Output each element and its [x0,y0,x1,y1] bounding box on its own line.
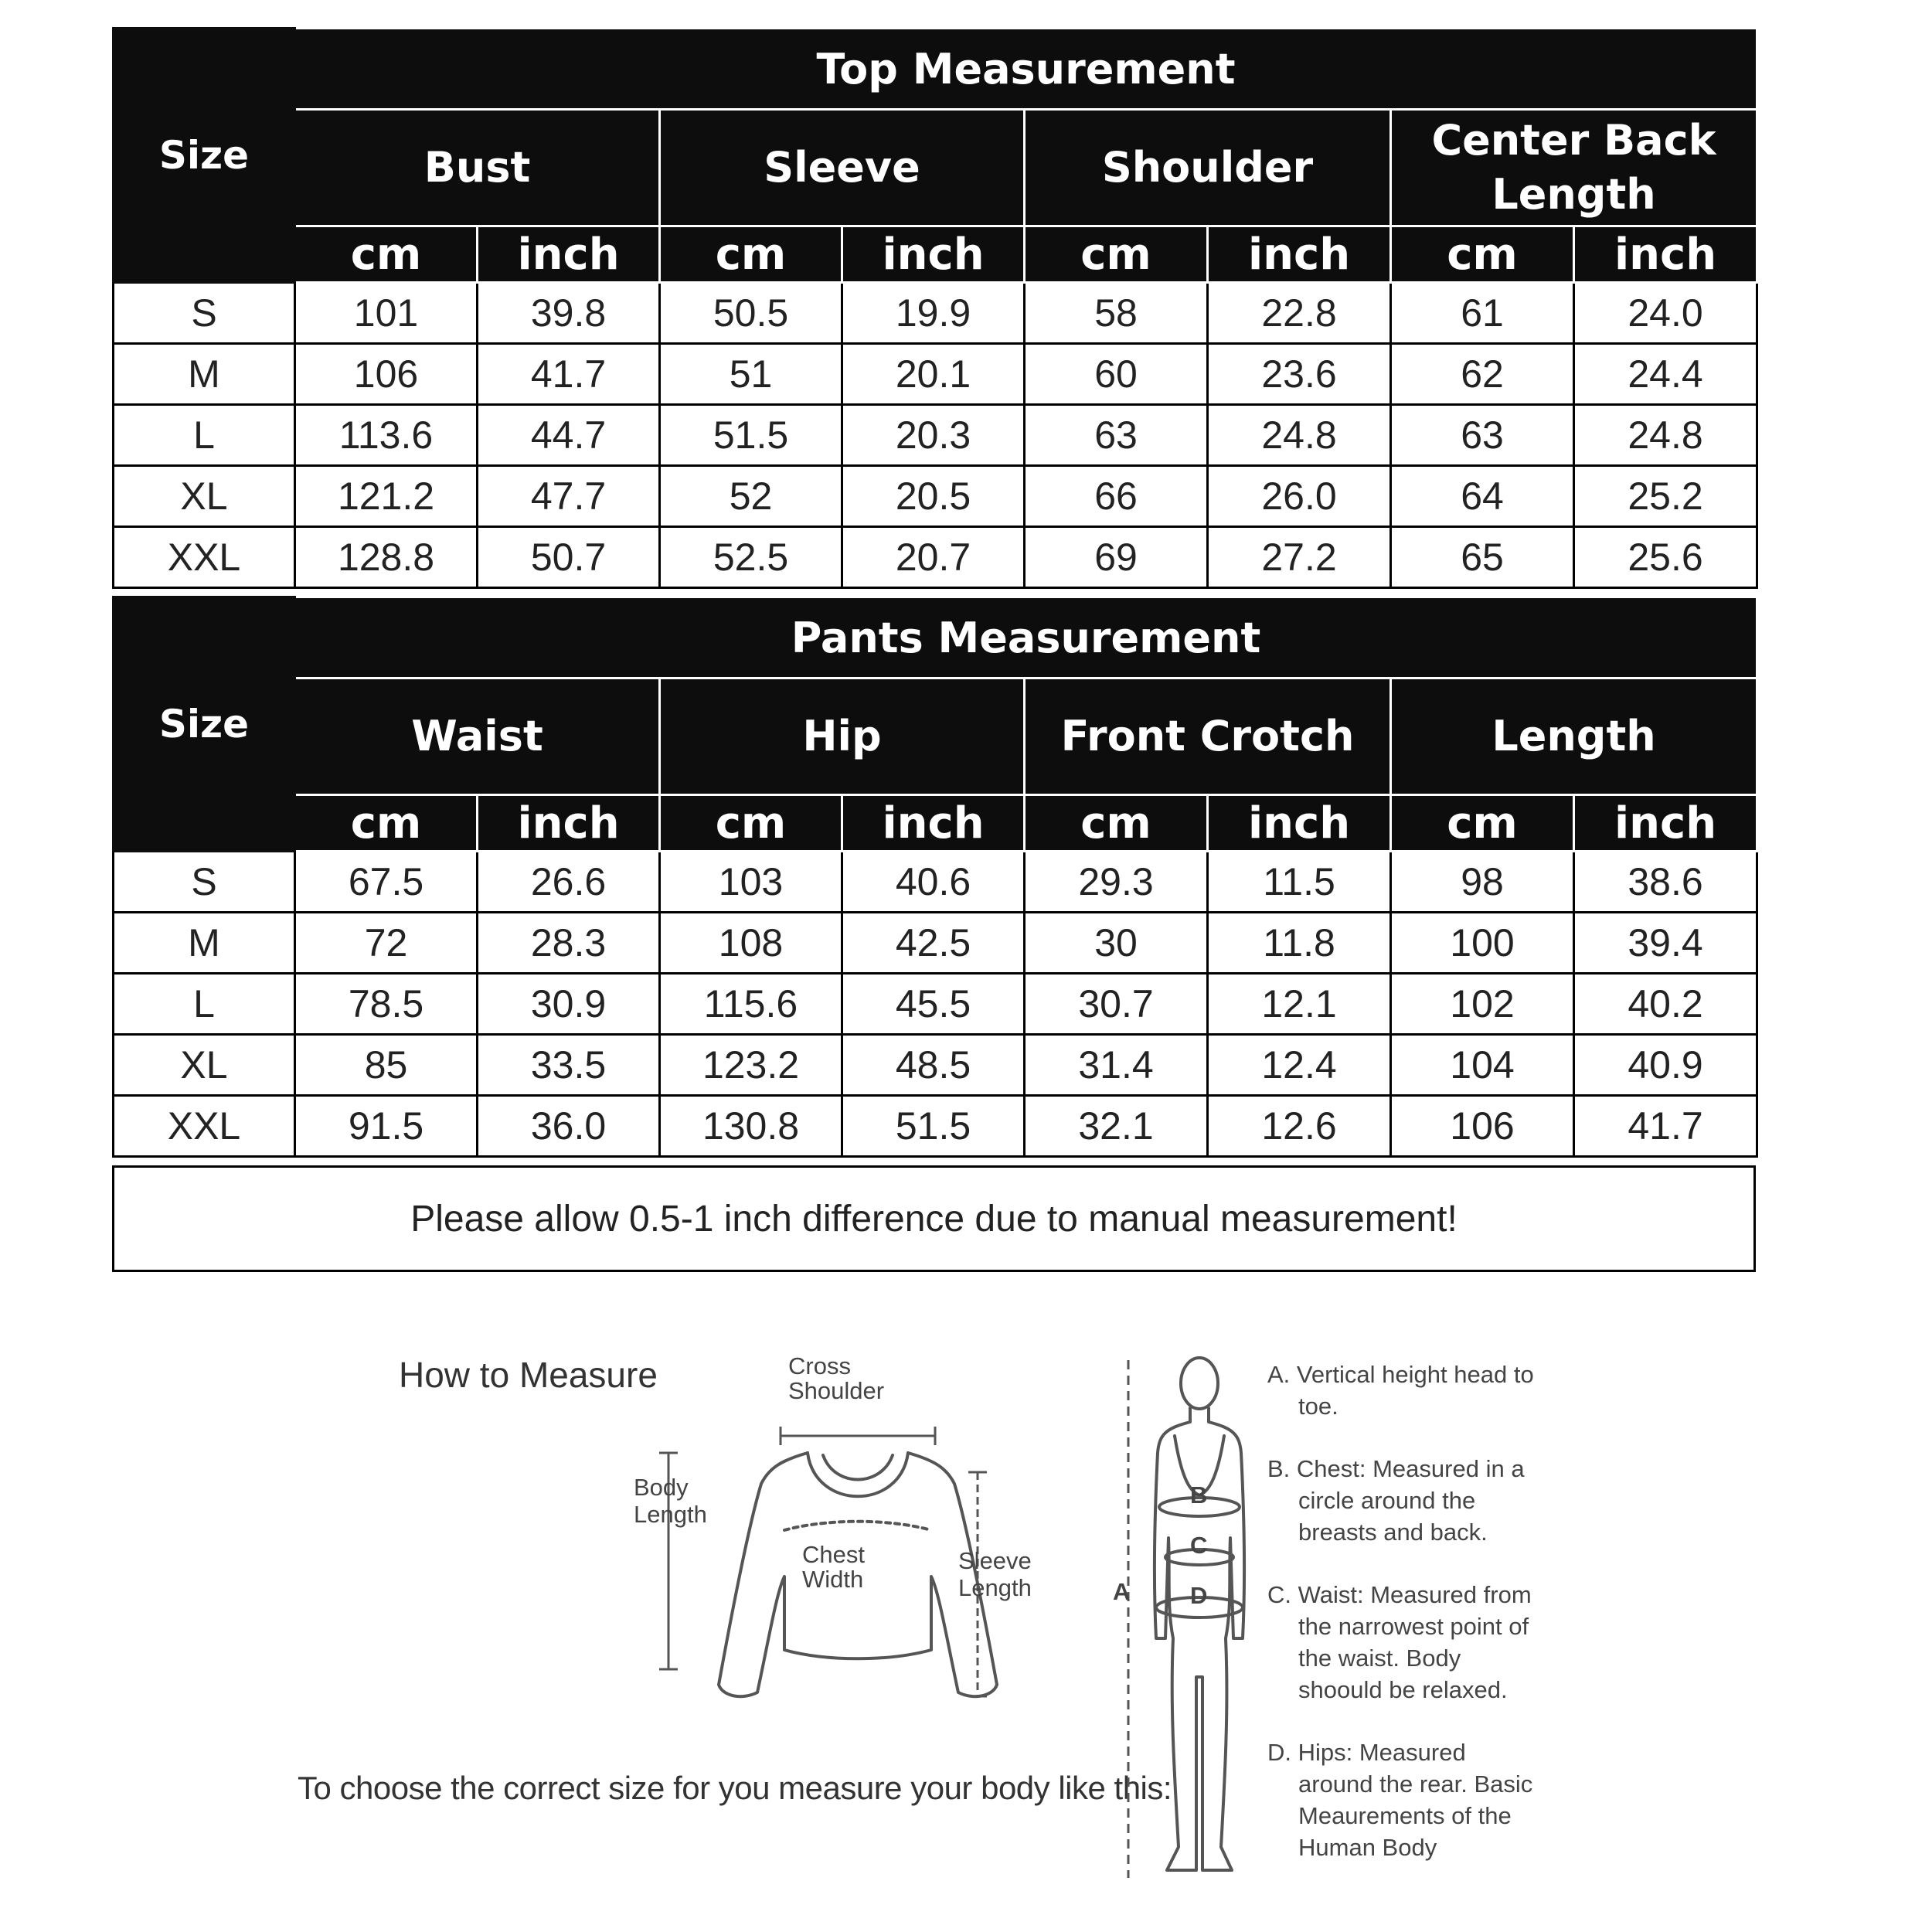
sleeve-length-label: Sleeve [958,1547,1032,1574]
value-cell: 108 [660,913,842,974]
value-cell: 24.8 [1208,405,1391,466]
value-cell: 30 [1025,913,1208,974]
value-cell: 12.1 [1208,974,1391,1035]
pants-measurement-table [112,596,1758,1158]
value-cell: 106 [1391,1096,1574,1157]
value-cell: 103 [660,852,842,913]
shirt-collar [808,1453,908,1496]
unit-header: cm [295,795,478,852]
how-to-measure-title: How to Measure [399,1355,658,1395]
value-cell: 27.2 [1208,527,1391,588]
value-cell: 42.5 [842,913,1025,974]
value-cell: 128.8 [295,527,478,588]
group-header-waist: Waist [295,679,660,795]
value-cell: 39.8 [478,283,660,344]
value-cell: 62 [1391,344,1574,405]
chest-line [784,1522,931,1530]
value-cell: 69 [1025,527,1208,588]
value-cell: 11.8 [1208,913,1391,974]
value-cell: 28.3 [478,913,660,974]
value-cell: 63 [1025,405,1208,466]
size-cell: S [114,283,295,344]
group-header-center-back-length: Center Back Length [1391,110,1757,226]
value-cell: 12.6 [1208,1096,1391,1157]
value-cell: 38.6 [1574,852,1757,913]
value-cell: 20.5 [842,466,1025,527]
value-cell: 36.0 [478,1096,660,1157]
value-cell: 26.0 [1208,466,1391,527]
body-label-d: D [1190,1582,1208,1609]
body-label-b: B [1190,1481,1208,1509]
unit-header: cm [1391,226,1574,283]
chest-width-label: Chest [802,1541,865,1568]
value-cell: 72 [295,913,478,974]
value-cell: 104 [1391,1035,1574,1096]
value-cell: 67.5 [295,852,478,913]
value-cell: 40.6 [842,852,1025,913]
value-cell: 22.8 [1208,283,1391,344]
value-cell: 20.1 [842,344,1025,405]
value-cell: 25.6 [1574,527,1757,588]
cross-shoulder-label: Shoulder [788,1377,885,1404]
table-row [114,527,1757,588]
unit-header: cm [1025,226,1208,283]
value-cell: 20.7 [842,527,1025,588]
size-cell: L [114,974,295,1035]
value-cell: 61 [1391,283,1574,344]
value-cell: 123.2 [660,1035,842,1096]
value-cell: 29.3 [1025,852,1208,913]
table-title: Pants Measurement [295,597,1757,679]
table-row [114,1096,1757,1157]
value-cell: 121.2 [295,466,478,527]
body-length-label: Length [634,1501,707,1528]
value-cell: 32.1 [1025,1096,1208,1157]
table-row [114,852,1757,913]
table-row [114,405,1757,466]
group-header-shoulder: Shoulder [1025,110,1391,226]
value-cell: 30.9 [478,974,660,1035]
value-cell: 40.9 [1574,1035,1757,1096]
value-cell: 78.5 [295,974,478,1035]
value-cell: 52.5 [660,527,842,588]
value-cell: 100 [1391,913,1574,974]
value-cell: 41.7 [478,344,660,405]
value-cell: 101 [295,283,478,344]
value-cell: 106 [295,344,478,405]
value-cell: 51 [660,344,842,405]
size-cell: XXL [114,527,295,588]
value-cell: 64 [1391,466,1574,527]
table-row [114,344,1757,405]
value-cell: 98 [1391,852,1574,913]
value-cell: 66 [1025,466,1208,527]
value-cell: 44.7 [478,405,660,466]
chest-width-label: Width [802,1566,864,1593]
size-cell: XL [114,1035,295,1096]
value-cell: 45.5 [842,974,1025,1035]
value-cell: 24.4 [1574,344,1757,405]
unit-header: cm [660,226,842,283]
note-a: A. Vertical height head to toe. [1267,1361,1534,1420]
note-b: B. Chest: Measured in a circle around the breasts and back. [1267,1455,1525,1546]
unit-header: cm [660,795,842,852]
value-cell: 51.5 [842,1096,1025,1157]
value-cell: 115.6 [660,974,842,1035]
group-header-hip: Hip [660,679,1025,795]
value-cell: 25.2 [1574,466,1757,527]
size-header: Size [114,29,295,283]
value-cell: 65 [1391,527,1574,588]
value-cell: 20.3 [842,405,1025,466]
value-cell: 60 [1025,344,1208,405]
size-cell: M [114,344,295,405]
unit-header: inch [842,795,1025,852]
size-header: Size [114,597,295,852]
sleeve-length-label: Length [958,1574,1032,1601]
value-cell: 23.6 [1208,344,1391,405]
body-length-label: Body [634,1474,689,1501]
value-cell: 11.5 [1208,852,1391,913]
measurement-note: Please allow 0.5-1 inch difference due to manual measurement! [112,1165,1756,1272]
note-c: C. Waist: Measured from the narrowest point of the waist. Body shoould be relaxed. [1267,1581,1532,1703]
value-cell: 12.4 [1208,1035,1391,1096]
group-header-length: Length [1391,679,1757,795]
value-cell: 19.9 [842,283,1025,344]
value-cell: 130.8 [660,1096,842,1157]
value-cell: 24.0 [1574,283,1757,344]
measurement-notes [1267,1359,1546,1894]
group-header-sleeve: Sleeve [660,110,1025,226]
value-cell: 50.7 [478,527,660,588]
unit-header: inch [478,226,660,283]
table-row [114,974,1757,1035]
value-cell: 39.4 [1574,913,1757,974]
table-row [114,1035,1757,1096]
value-cell: 40.2 [1574,974,1757,1035]
unit-header: cm [1025,795,1208,852]
unit-header: inch [842,226,1025,283]
table-row [114,913,1757,974]
table-row [114,466,1757,527]
unit-header: inch [1208,795,1391,852]
how-to-measure-subtitle: To choose the correct size for you measure your body like this: [298,1770,1172,1806]
group-header-front-crotch: Front Crotch [1025,679,1391,795]
group-header-bust: Bust [295,110,660,226]
shirt-inner-collar [823,1455,893,1480]
size-cell: M [114,913,295,974]
value-cell: 63 [1391,405,1574,466]
body-diagram [1105,1345,1260,1901]
unit-header: inch [478,795,660,852]
size-cell: S [114,852,295,913]
size-cell: XL [114,466,295,527]
note-d: D. Hips: Measured around the rear. Basic Meaurements of the Human Body [1267,1739,1533,1861]
value-cell: 85 [295,1035,478,1096]
body-outline [1155,1408,1244,1870]
unit-header: cm [1391,795,1574,852]
shirt-diagram [626,1345,1059,1716]
value-cell: 91.5 [295,1096,478,1157]
cross-shoulder-label: Cross [788,1352,851,1379]
unit-header: inch [1574,226,1757,283]
table-title: Top Measurement [295,29,1757,110]
top-measurement-table [112,27,1758,589]
unit-header: inch [1574,795,1757,852]
value-cell: 26.6 [478,852,660,913]
head-outline [1181,1358,1218,1409]
value-cell: 24.8 [1574,405,1757,466]
value-cell: 113.6 [295,405,478,466]
value-cell: 48.5 [842,1035,1025,1096]
value-cell: 58 [1025,283,1208,344]
body-label-a: A [1113,1578,1131,1605]
value-cell: 52 [660,466,842,527]
value-cell: 41.7 [1574,1096,1757,1157]
value-cell: 33.5 [478,1035,660,1096]
value-cell: 30.7 [1025,974,1208,1035]
size-cell: XXL [114,1096,295,1157]
value-cell: 47.7 [478,466,660,527]
size-cell: L [114,405,295,466]
value-cell: 50.5 [660,283,842,344]
value-cell: 51.5 [660,405,842,466]
table-row [114,283,1757,344]
unit-header: cm [295,226,478,283]
unit-header: inch [1208,226,1391,283]
value-cell: 102 [1391,974,1574,1035]
body-label-c: C [1190,1532,1208,1559]
value-cell: 31.4 [1025,1035,1208,1096]
